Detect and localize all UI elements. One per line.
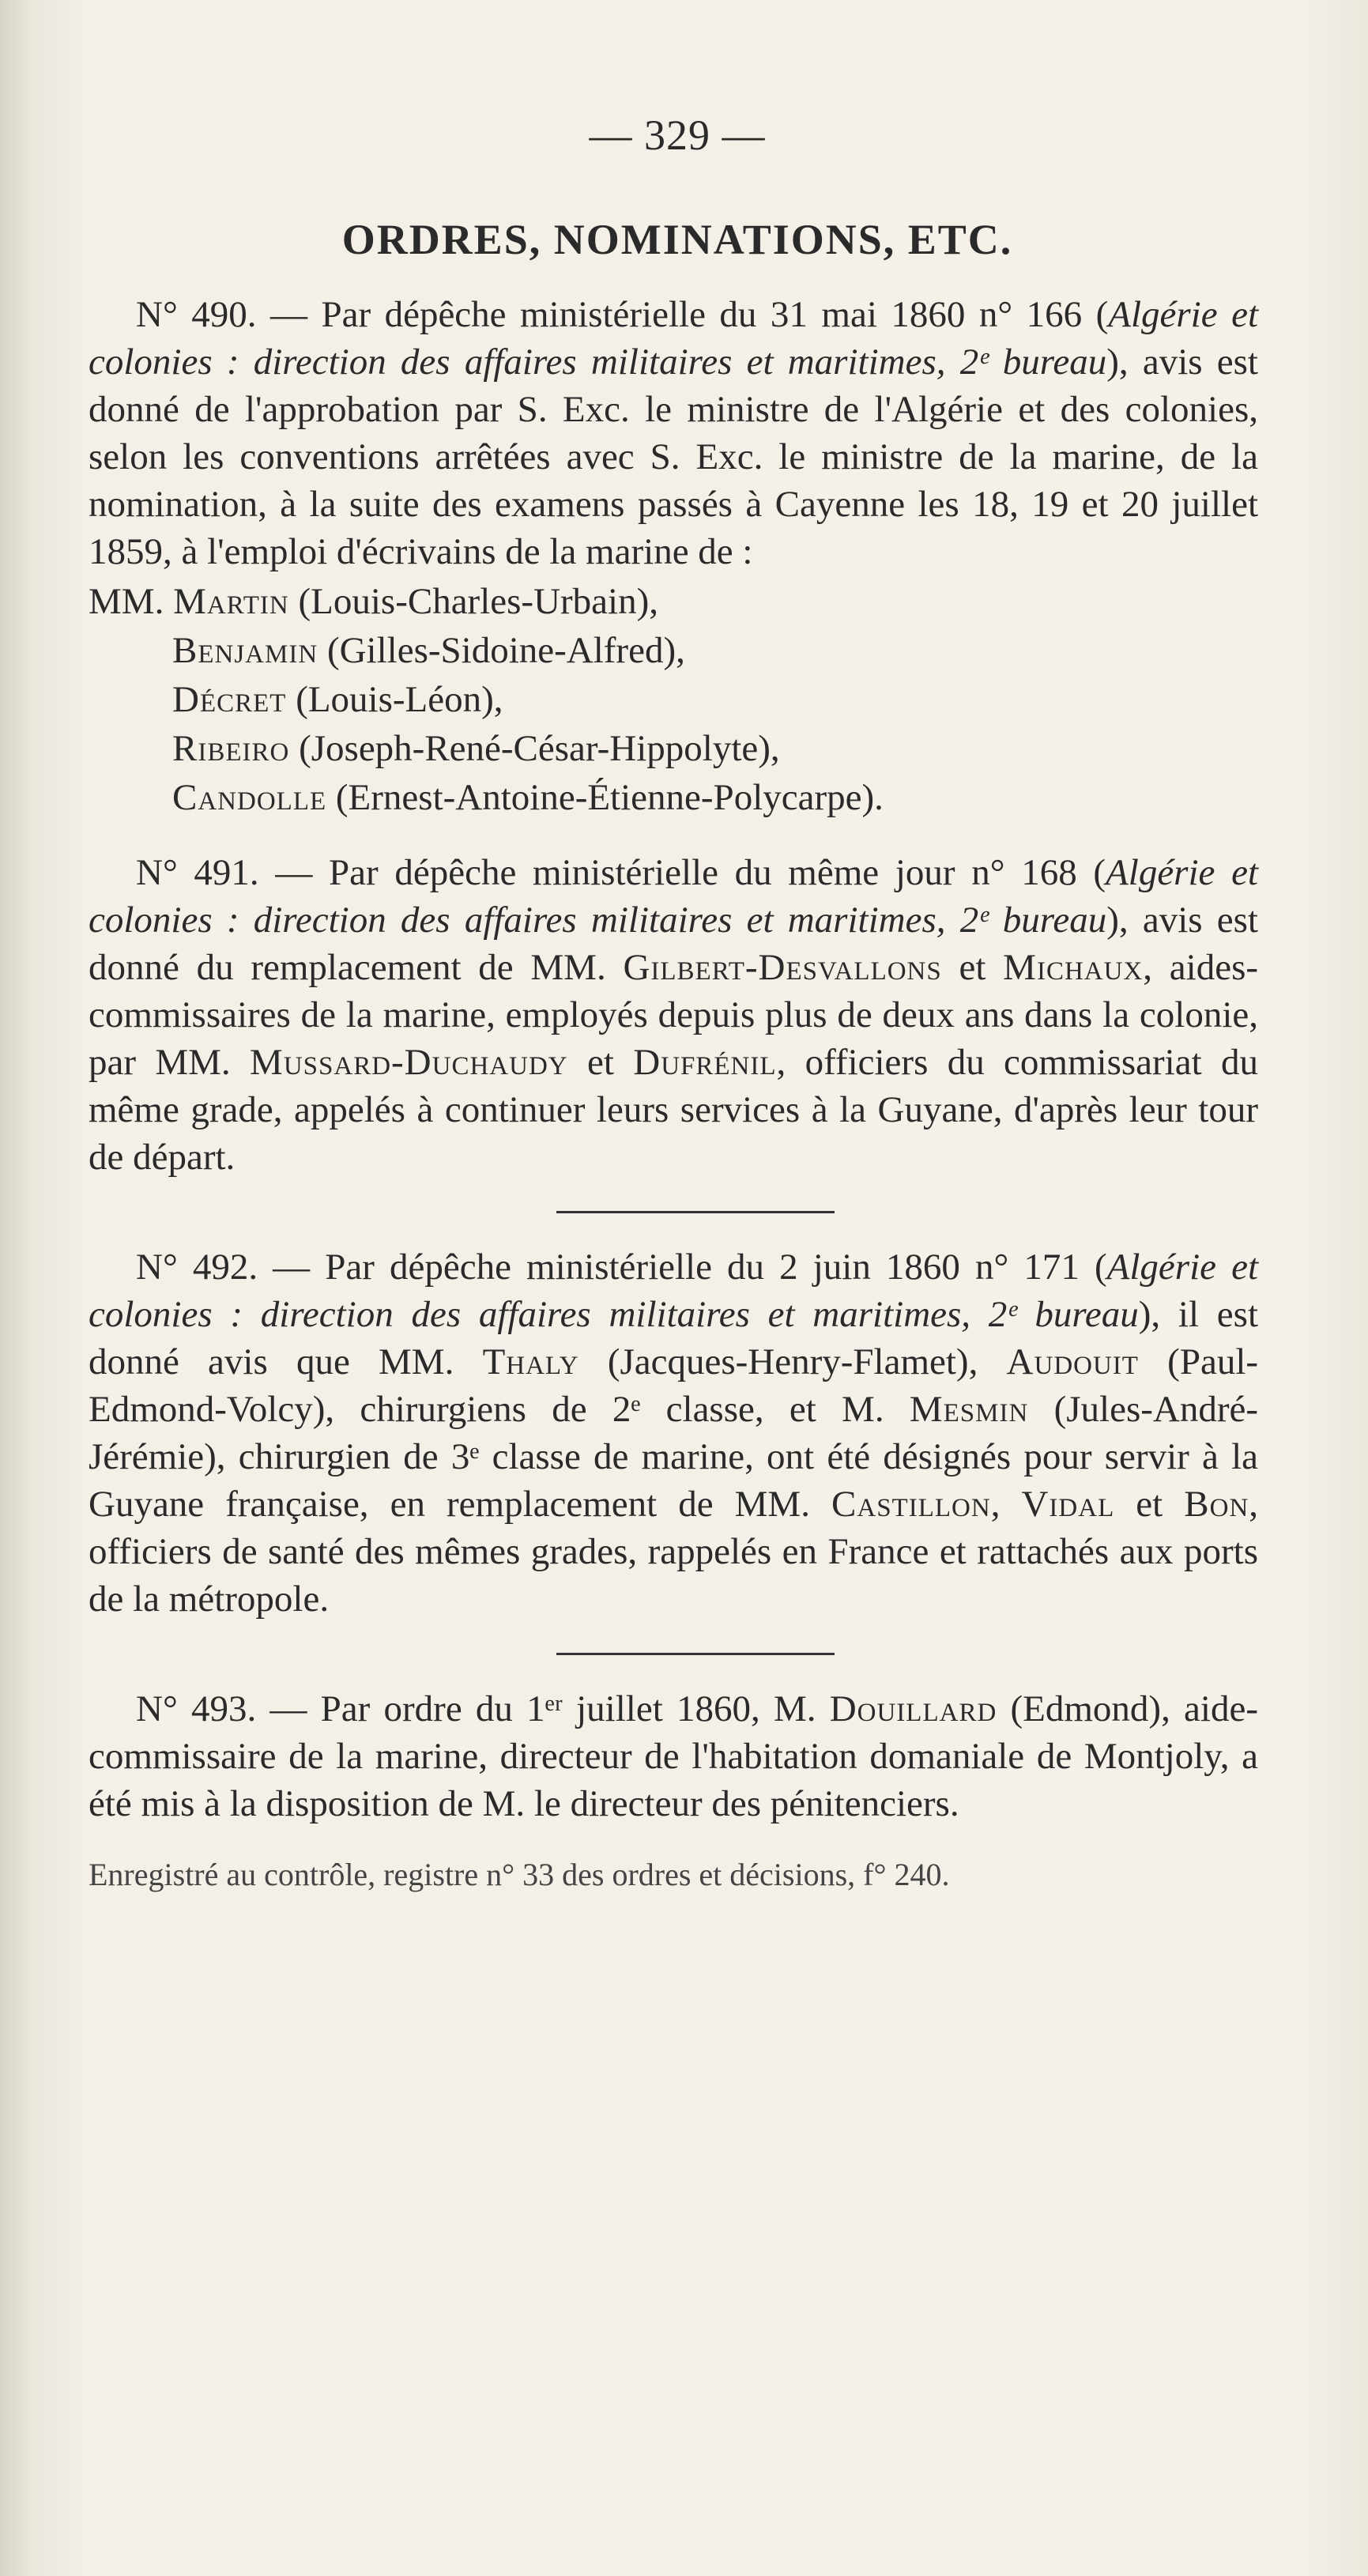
entry-number: N° 492. —	[136, 1247, 311, 1288]
registration-note-text: Enregistré au contrôle, registre n° 33 des ordres et décisions, f° 240.	[89, 1857, 950, 1892]
person-name: Thaly	[482, 1341, 579, 1382]
entry-number: N° 493. —	[136, 1688, 307, 1729]
entry-text: et	[1136, 1484, 1163, 1525]
entry-number: N° 490. —	[136, 294, 307, 335]
nominee-item	[89, 773, 1258, 822]
person-name: Bon	[1184, 1484, 1249, 1525]
section-divider	[556, 1211, 835, 1213]
page-content	[89, 111, 1258, 1895]
nominee-given-names: (Gilles-Sidoine-Alfred),	[326, 630, 685, 671]
nominee-given-names: (Joseph-René-César-Hippolyte),	[299, 728, 780, 769]
nominee-surname: Décret	[172, 679, 287, 720]
entry-text: ), avis est donné du remplacement de MM.	[89, 900, 1258, 988]
nominee-given-names: (Ernest-Antoine-Étienne-Polycarpe).	[335, 777, 884, 818]
entry-text: et	[586, 1042, 614, 1083]
entry-text: Par ordre du 1ᵉʳ juillet 1860, M.	[320, 1688, 816, 1729]
person-name: Audouit	[1006, 1341, 1139, 1382]
entry-italic-reference: Algérie et colonies : direction des affaires militaires et maritimes, 2ᵉ bureau	[89, 1247, 1259, 1335]
entry-text: ), il est donné avis que MM.	[89, 1294, 1258, 1382]
entry-italic-reference: Algérie et colonies : direction des affaires militaires et maritimes, 2ᵉ bureau	[89, 852, 1258, 941]
entry-491	[89, 849, 1258, 1181]
entry-492-paragraph	[89, 1243, 1258, 1623]
person-name: Mesmin	[909, 1389, 1029, 1430]
nominee-surname: Ribeiro	[172, 728, 290, 769]
entry-491-paragraph	[89, 849, 1258, 1181]
person-name: Castillon	[831, 1484, 991, 1525]
entry-text: et	[959, 947, 986, 988]
person-name: Michaux	[1003, 947, 1144, 988]
nominee-given-names: (Louis-Charles-Urbain),	[298, 581, 658, 622]
entry-text: (Paul-Edmond-Volcy), chirurgiens de 2ᵉ classe, et M.	[89, 1341, 1259, 1430]
nominee-item	[89, 675, 1258, 724]
nominee-list	[89, 577, 1258, 822]
entry-text: Par dépêche ministérielle du 31 mai 1860 n° 166 (	[321, 294, 1109, 335]
nominee-surname: Benjamin	[172, 630, 318, 671]
entry-492	[89, 1243, 1258, 1623]
person-name: Douillard	[829, 1688, 997, 1729]
page-number: — 329 —	[589, 111, 766, 159]
nominee-given-names: (Louis-Léon),	[296, 679, 503, 720]
person-name: Vidal	[1021, 1484, 1115, 1525]
entry-number: N° 491. —	[136, 852, 313, 893]
entry-italic-reference: Algérie et colonies : direction des affaires militaires et maritimes, 2ᵉ bureau	[89, 294, 1259, 383]
section-divider	[556, 1653, 835, 1655]
entry-text: (Edmond), aide-commissaire de la marine, directeur de l'habitation domaniale de Montjoly, a été mis à la disposition de M. le directeur des pénitenciers.	[89, 1688, 1258, 1824]
registration-note	[89, 1854, 1258, 1895]
entry-text: ,	[990, 1484, 1001, 1525]
entry-text: Par dépêche ministérielle du 2 juin 1860 n° 171 (	[325, 1247, 1107, 1288]
entry-490	[89, 291, 1258, 822]
person-name: Gilbert-Desvallons	[623, 947, 942, 988]
nominee-surname: Martin	[173, 581, 289, 622]
entry-490-paragraph	[89, 291, 1258, 575]
nominee-item	[89, 626, 1258, 675]
entry-text: ), avis est donné de l'approbation par S. Exc. le ministre de l'Algérie et des colonies, selon les conventions arrêtées avec S. Exc. le ministre de la marine, de la nomination, à la suite des examens passés à Cayenne les 18, 19 et 20 juillet 1859, à l'emploi d'écrivains de la marine de :	[89, 341, 1258, 572]
names-prefix: MM.	[89, 581, 164, 622]
entry-text: , officiers du commissariat du même grade, appelés à continuer leurs services à la Guyane, d'après leur tour de départ.	[89, 1042, 1258, 1178]
nominee-item	[89, 577, 1258, 626]
person-name: Dufrénil	[633, 1042, 777, 1083]
entry-text: (Jacques-Henry-Flamet),	[607, 1341, 978, 1382]
entry-493-paragraph	[89, 1685, 1258, 1827]
entry-text: (Jules-André-Jérémie), chirurgien de 3ᵉ classe de marine, ont été désignés pour servir à la Guyane française, en remplacement de MM.	[89, 1389, 1259, 1525]
nominee-item	[89, 724, 1258, 773]
nominee-surname: Candolle	[172, 777, 327, 818]
section-title: ORDRES, NOMINATIONS, ETC.	[341, 216, 1013, 263]
entry-text: Par dépêche ministérielle du même jour n° 168 (	[329, 852, 1106, 893]
entry-text: , aides-commissaires de la marine, employés depuis plus de deux ans dans la colonie, par MM.	[89, 947, 1259, 1083]
entry-493	[89, 1685, 1258, 1827]
entry-text: , officiers de santé des mêmes grades, rappelés en France et rattachés aux ports de la métropole.	[89, 1484, 1259, 1620]
person-name: Mussard-Duchaudy	[250, 1042, 568, 1083]
